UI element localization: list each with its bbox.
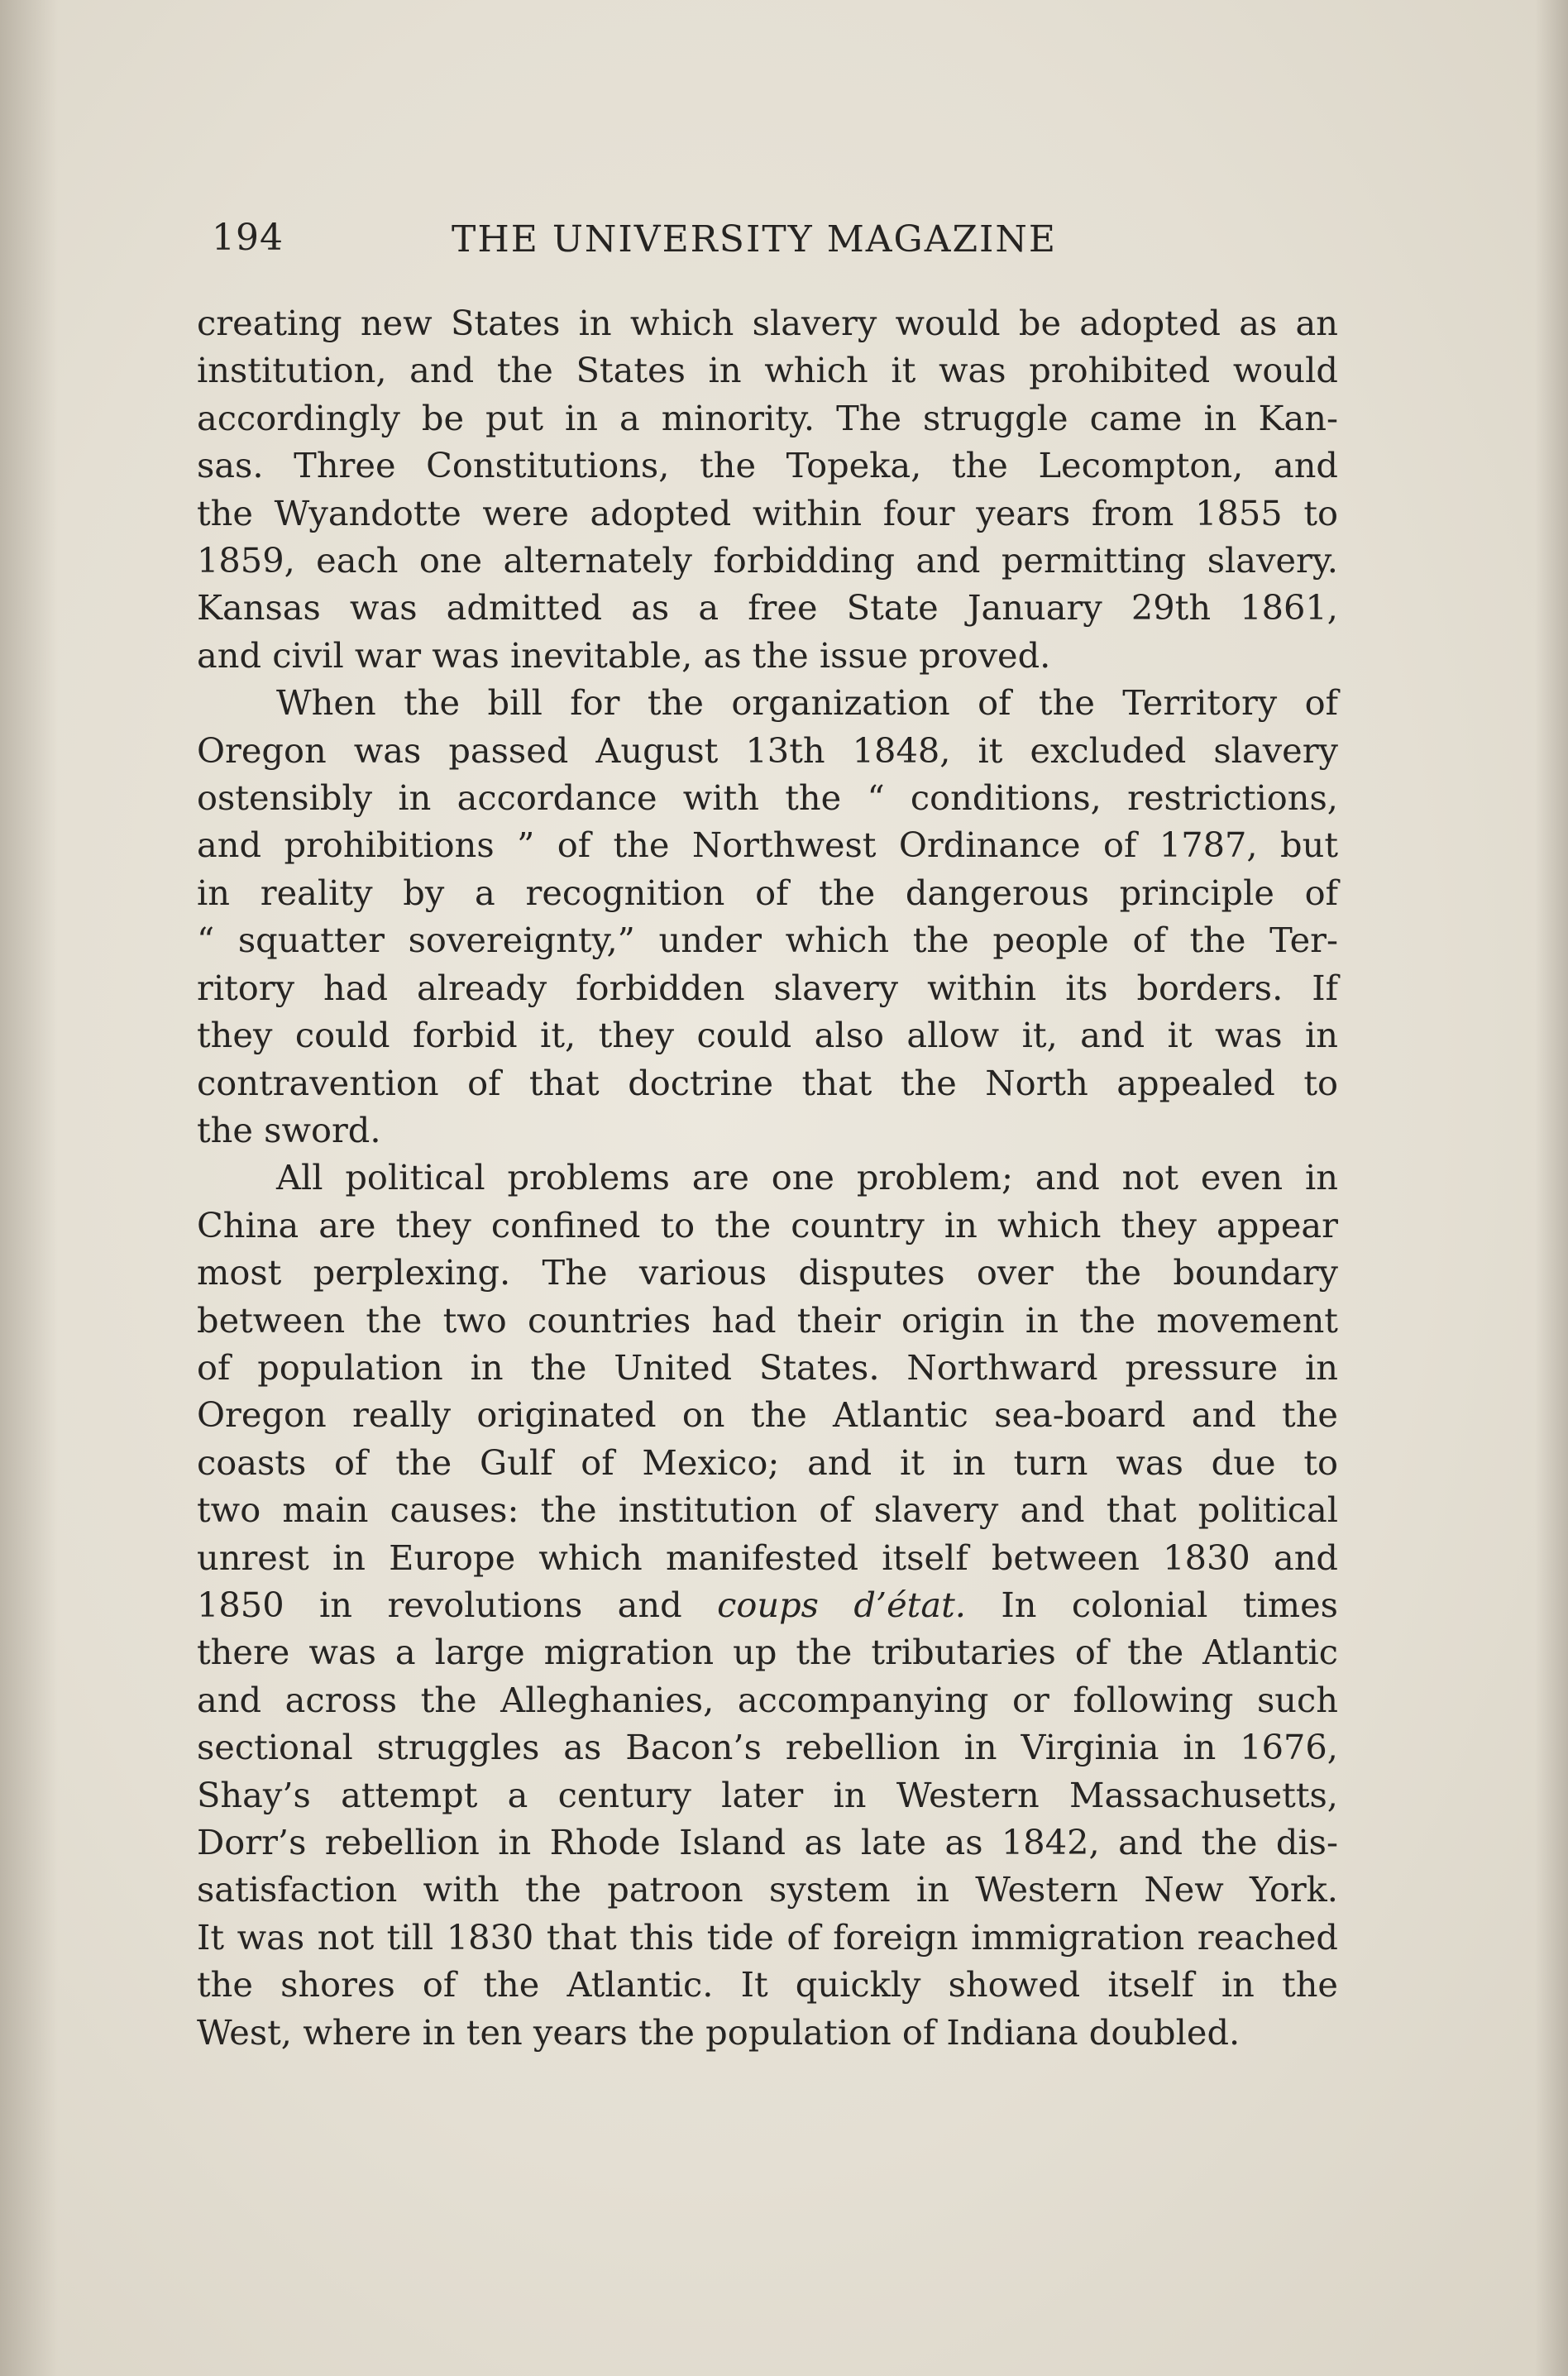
text-line: the shores of the Atlantic. It quickly showed itself in the xyxy=(197,1964,1338,2005)
text-line: institution, and the States in which it was prohibited would xyxy=(197,350,1338,391)
text-line: creating new States in which slavery would be adopted as an xyxy=(197,303,1338,343)
text-line: Oregon was passed August 13th 1848, it excluded slavery xyxy=(197,729,1338,771)
text-line: China are they confined to the country in which they appear xyxy=(197,1204,1338,1245)
text-line: When the bill for the organization of the Territory of xyxy=(276,682,1338,724)
paragraph xyxy=(197,1154,1338,2056)
text-line: two main causes: the institution of slavery and that political xyxy=(197,1489,1338,1531)
running-head: THE UNIVERSITY MAGAZINE xyxy=(452,218,1058,261)
text-line: Shay’s attempt a century later in Western Massachusetts, xyxy=(197,1774,1338,1815)
text-line: 1859, each one alternately forbidding and permitting slavery. xyxy=(197,540,1338,581)
text-line: ritory had already forbidden slavery within its borders. If xyxy=(197,967,1338,1008)
text-line: accordingly be put in a minority. The struggle came in Kan- xyxy=(197,397,1338,438)
text-line: the Wyandotte were adopted within four years from 1855 to xyxy=(197,492,1338,533)
text-line: satisfaction with the patroon system in Western New York. xyxy=(197,1869,1338,1910)
text-line: unrest in Europe which manifested itself between 1830 and xyxy=(197,1537,1338,1578)
text-line: All political problems are one problem; and not even in xyxy=(276,1157,1338,1198)
text-line: of population in the United States. Northward pressure in xyxy=(197,1346,1338,1388)
text-line: and prohibitions ” of the Northwest Ordinance of 1787, but xyxy=(197,825,1338,866)
page-edge-shadow-left xyxy=(0,0,58,2376)
text-line: in reality by a recognition of the dangerous principle of xyxy=(197,872,1338,913)
text-line: most perplexing. The various disputes over the boundary xyxy=(197,1252,1338,1293)
text-line: Oregon really originated on the Atlantic sea-board and the xyxy=(197,1394,1338,1436)
page-header xyxy=(195,217,1336,275)
text-line: sectional struggles as Bacon’s rebellion in Virginia in 1676, xyxy=(197,1727,1338,1768)
text-line: between the two countries had their origin in the movement xyxy=(197,1299,1338,1341)
text-line: Dorr’s rebellion in Rhode Island as late as 1842, and the dis- xyxy=(197,1822,1338,1862)
text-line: ostensibly in accordance with the “ conditions, restrictions, xyxy=(197,777,1338,819)
text-line: contravention of that doctrine that the North appealed to xyxy=(197,1062,1338,1103)
text-line: and civil war was inevitable, as the issue proved. xyxy=(197,634,1051,676)
text-line: and across the Alleghanies, accompanying or following such xyxy=(197,1679,1338,1720)
text-line: sas. Three Constitutions, the Topeka, the Lecompton, and xyxy=(197,445,1338,486)
text-line: “ squatter sovereignty,” under which the people of the Ter- xyxy=(197,920,1338,961)
paragraph xyxy=(197,299,1338,679)
body-text xyxy=(197,299,1338,2056)
text-line: coasts of the Gulf of Mexico; and it in turn was due to xyxy=(197,1441,1338,1483)
page-number: 194 xyxy=(212,217,284,259)
page-edge-shadow-right xyxy=(1535,0,1568,2376)
text-line: there was a large migration up the tributaries of the Atlantic xyxy=(197,1632,1338,1673)
text-line: 1850 in revolutions and coups d’état. In colonial times xyxy=(197,1584,1338,1625)
text-line: Kansas was admitted as a free State January 29th 1861, xyxy=(197,587,1338,629)
text-line: the sword. xyxy=(197,1109,381,1150)
paragraph xyxy=(197,679,1338,1154)
text-line: they could forbid it, they could also allow it, and it was in xyxy=(197,1015,1338,1056)
text-line: It was not till 1830 that this tide of foreign immigration reached xyxy=(197,1916,1338,1958)
text-line: West, where in ten years the population of Indiana doubled. xyxy=(197,2011,1241,2053)
